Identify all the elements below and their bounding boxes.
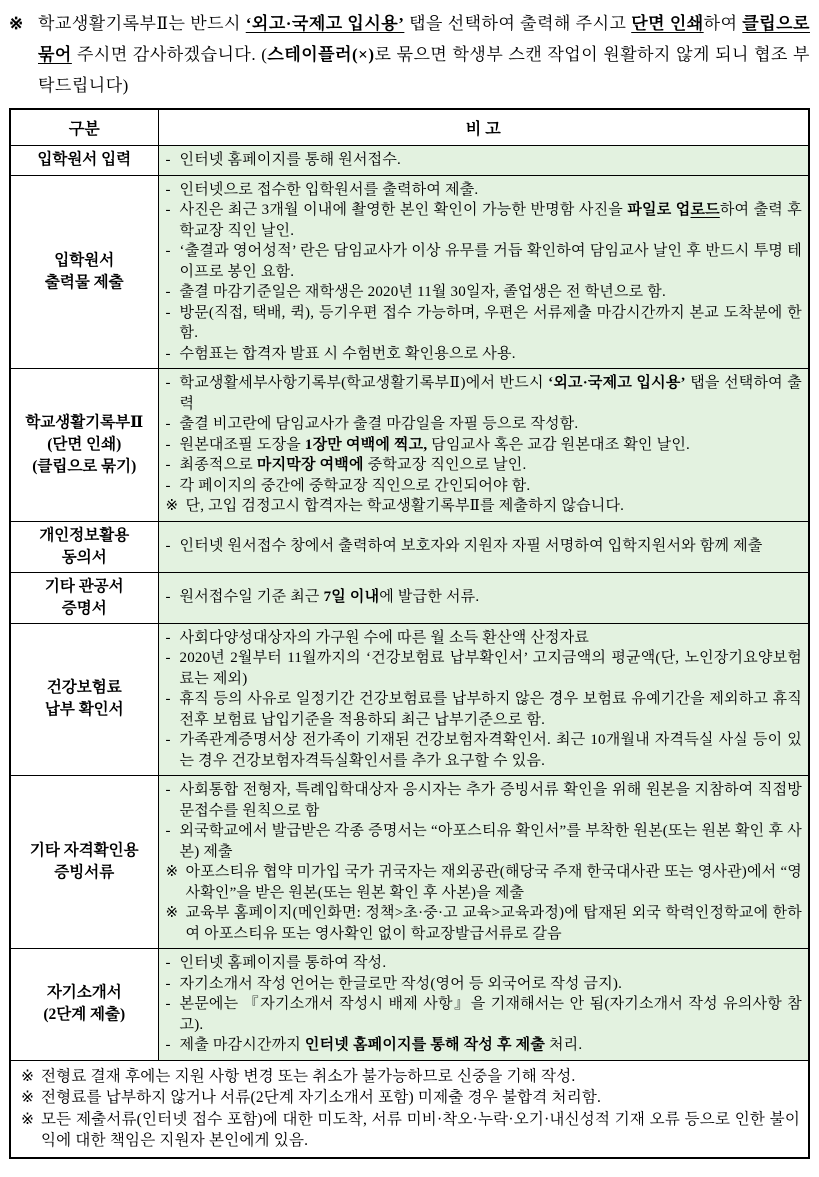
text-segment: 외국학교에서 발급받은 각종 증명서는 “아포스티유 확인서”를 부착한 원본(또는 원본 확인 후 사본) 제출 <box>179 823 802 860</box>
row-label-line: 증빙서류 <box>54 864 115 881</box>
row-label-line: 기타 자격확인용 <box>29 842 139 859</box>
header-note-text <box>38 14 810 95</box>
content-item <box>166 200 803 241</box>
text-segment: 하여 <box>703 14 743 33</box>
text-segment: 주시면 감사하겠습니다. ( <box>71 45 268 64</box>
text-segment: 최종적으로 <box>179 457 257 473</box>
item-marker: - <box>165 304 171 321</box>
item-marker: ※ <box>21 1110 35 1128</box>
text-segment: 인터넷 홈페이지를 통하여 작성. <box>179 955 387 971</box>
text-segment: 마지막장 여백에 <box>256 457 364 473</box>
text-segment: 에 발급한 서류. <box>379 589 480 606</box>
reference-mark: ※ <box>9 14 24 33</box>
content-item <box>166 628 803 649</box>
row-remarks-cell <box>158 572 809 623</box>
content-item <box>166 496 803 517</box>
table-header-row <box>10 109 809 146</box>
content-item <box>166 303 803 344</box>
item-marker: - <box>165 975 171 992</box>
content-item <box>166 536 803 557</box>
table-row <box>10 175 809 369</box>
col-header-remarks: 비 고 <box>158 109 809 146</box>
item-marker: - <box>165 823 171 839</box>
row-label-line: (단면 인쇄) <box>47 435 122 453</box>
content-item <box>166 180 803 201</box>
text-segment: 가족관계증명서상 전가족이 기재된 건강보험자격확인서. 최근 10개월내 자격득실 사실 등이 있는 경우 건강보험자격득실확인서를 추가 요구할 수 있음. <box>179 732 802 769</box>
text-segment: 원본대조필 도장을 <box>179 436 305 453</box>
content-item <box>166 953 803 974</box>
row-remarks-cell <box>158 369 809 522</box>
item-marker: - <box>165 345 171 362</box>
item-marker: ※ <box>165 864 179 880</box>
content-item <box>166 780 803 821</box>
table-header <box>10 109 809 146</box>
item-marker: - <box>165 436 171 453</box>
item-marker: ※ <box>21 1067 35 1085</box>
table-row <box>10 572 809 623</box>
item-marker: ※ <box>165 905 179 921</box>
text-segment: 전형료를 납부하지 않거나 서류(2단계 자기소개서 포함) 미제출 경우 불합격 처리함. <box>41 1089 602 1106</box>
col-header-category: 구분 <box>10 109 158 146</box>
item-marker: - <box>165 650 171 666</box>
item-marker: - <box>165 538 171 555</box>
row-label-line: 학교생활기록부Ⅱ <box>25 413 144 431</box>
text-segment: 2020년 2월부터 11월까지의 ‘건강보험료 납부확인서’ 고지금액의 평균액(단, 노인장기요양보험료는 제외) <box>179 650 802 687</box>
text-segment: 원서접수일 기준 최근 <box>179 589 324 606</box>
item-marker: - <box>165 732 171 748</box>
content-item <box>166 414 803 435</box>
row-label-cell <box>10 776 158 949</box>
text-segment: 파일로 업 <box>627 202 691 218</box>
footer-note-item <box>21 1109 800 1152</box>
text-segment: 로드 <box>690 202 720 218</box>
row-remarks-cell <box>158 175 809 369</box>
row-label-cell <box>10 572 158 623</box>
text-segment: 담임교사 혹은 교감 원본대조 확인 날인. <box>427 436 691 453</box>
row-label-cell <box>10 175 158 369</box>
text-segment: 클립으로 묶어 <box>38 14 810 64</box>
content-item <box>166 862 803 903</box>
row-label-line: 출력물 제출 <box>44 273 124 291</box>
text-segment: 교육부 홈페이지(메인화면: 정책>초·중·고 교육>교육과정)에 탑재된 외국 학력인정학교에 한하여 아포스티유 또는 영사확인 없이 학교장발급서류로 갈음 <box>185 905 802 942</box>
content-item <box>166 241 803 282</box>
item-marker: - <box>165 1037 171 1053</box>
item-marker: - <box>165 589 171 606</box>
text-segment: 탭을 선택하여 출력해 주시고 <box>404 14 632 33</box>
text-segment: 하여 출력 후 학교장 직인 날인. <box>179 202 802 239</box>
content-item <box>166 344 803 365</box>
content-item <box>166 689 803 730</box>
table-row <box>10 369 809 522</box>
row-label-cell <box>10 146 158 176</box>
text-segment: 수험표는 합격자 발표 시 수험번호 확인용으로 사용. <box>179 345 516 362</box>
item-marker: - <box>165 202 171 218</box>
content-item <box>166 903 803 944</box>
item-marker: - <box>165 691 171 707</box>
content-item <box>166 455 803 476</box>
row-label-line: 동의서 <box>61 548 107 566</box>
item-marker: - <box>165 629 171 646</box>
item-marker: - <box>165 375 171 391</box>
text-segment: 본문에는 『자기소개서 작성시 배제 사항』을 기재해서는 안 됨(자기소개서 작성 유의사항 참고). <box>179 996 802 1033</box>
item-marker: - <box>165 152 171 168</box>
content-item <box>166 1035 803 1056</box>
item-marker: - <box>165 284 171 300</box>
row-label-line: 기타 관공서 <box>44 577 124 595</box>
row-label-line: 증명서 <box>61 599 107 617</box>
row-label-line: 자기소개서 <box>46 984 122 1002</box>
content-item <box>166 821 803 862</box>
content-item <box>166 587 803 608</box>
text-segment: 휴직 등의 사유로 일정기간 건강보험료를 납부하지 않은 경우 보험료 유예기간을 제외하고 휴직 전후 보험료 납입기준을 적용하되 최근 납부기준으로 함. <box>179 691 802 728</box>
row-label-line: 입학원서 입력 <box>37 151 132 169</box>
table-row <box>10 949 809 1061</box>
row-label-cell <box>10 949 158 1061</box>
text-segment: 7일 이내 <box>323 589 380 606</box>
row-remarks-cell <box>158 776 809 949</box>
text-segment: 중학교장 직인으로 날인. <box>363 457 527 473</box>
table-row <box>10 521 809 572</box>
row-label-line: 입학원서 <box>54 251 115 269</box>
footer-notes-row <box>10 1060 809 1158</box>
text-segment: 사회통합 전형자, 특례입학대상자 응시자는 추가 증빙서류 확인을 위해 원본을 지참하여 직접방문접수를 원칙으로 함 <box>179 782 802 819</box>
row-label-line: (클립으로 묶기) <box>32 457 137 475</box>
content-item <box>166 282 803 303</box>
text-segment: 학교생활세부사항기록부(학교생활기록부Ⅱ)에서 반드시 <box>179 375 549 391</box>
table-row <box>10 623 809 776</box>
text-segment: 인터넷 홈페이지를 통해 원서접수. <box>179 152 401 168</box>
row-label-cell <box>10 369 158 522</box>
content-item <box>166 435 803 456</box>
text-segment: 아포스티유 협약 미가입 국가 귀국자는 재외공관(해당국 주재 한국대사관 또는 영사관)에서 “영사확인”을 받은 원본(또는 원본 확인 후 사본)을 제출 <box>185 864 802 901</box>
text-segment: 제출 마감시간까지 <box>179 1037 305 1053</box>
row-label-cell <box>10 521 158 572</box>
item-marker: ※ <box>165 498 179 514</box>
content-item <box>166 476 803 497</box>
text-segment: 모든 제출서류(인터넷 접수 포함)에 대한 미도착, 서류 미비·착오·누락·오기·내신성적 기재 오류 등으로 인한 불이익에 대한 책임은 지원자 본인에게 있음. <box>41 1110 800 1149</box>
item-marker: - <box>165 457 171 473</box>
content-item <box>166 648 803 689</box>
text-segment: ‘외고·국제고 입시용’ <box>245 14 405 33</box>
text-segment: 전형료 결재 후에는 지원 사항 변경 또는 취소가 불가능하므로 신중을 기해 작성. <box>41 1067 576 1085</box>
text-segment: 사회다양성대상자의 가구원 수에 따른 월 소득 환산액 산정자료 <box>179 629 590 646</box>
text-segment: 학교생활기록부Ⅱ는 반드시 <box>38 14 246 33</box>
text-segment: 사진은 최근 3개월 이내에 촬영한 본인 확인이 가능한 반명함 사진을 <box>179 202 628 218</box>
text-segment: 로 묶으면 학생부 스캔 작업이 원활하지 않게 되니 협조 부탁드립니다) <box>38 45 810 95</box>
header-note <box>9 8 810 101</box>
row-remarks-cell <box>158 623 809 776</box>
content-item <box>166 730 803 771</box>
item-marker: - <box>165 996 171 1012</box>
footer-note-item <box>21 1066 800 1088</box>
text-segment: ‘외고·국제고 입시용’ <box>548 375 686 391</box>
row-label-line: (2단계 제출) <box>43 1006 126 1024</box>
content-item <box>166 150 803 171</box>
text-segment: 출결 비고란에 담임교사가 출결 마감일을 자필 등으로 작성함. <box>179 416 579 432</box>
text-segment: 단면 인쇄 <box>631 14 704 33</box>
text-segment: 인터넷 홈페이지를 통해 작성 후 제출 <box>304 1037 546 1053</box>
text-segment: 인터넷 원서접수 창에서 출력하여 보호자와 지원자 자필 서명하여 입학지원서와 함께 제출 <box>179 538 763 555</box>
text-segment: 각 페이지의 중간에 중학교장 직인으로 간인되어야 함. <box>179 477 531 494</box>
row-remarks-cell <box>158 521 809 572</box>
row-label-line: 납부 확인서 <box>44 701 124 719</box>
footer-note-item <box>21 1087 800 1109</box>
table-body <box>10 146 809 1061</box>
content-item <box>166 994 803 1035</box>
item-marker: - <box>165 416 171 432</box>
text-segment: 방문(직접, 택배, 퀵), 등기우편 접수 가능하며, 우편은 서류제출 마감시간까지 본교 도착분에 한함. <box>179 304 802 341</box>
table-row <box>10 146 809 176</box>
item-marker: - <box>165 955 171 971</box>
table-row <box>10 776 809 949</box>
row-remarks-cell <box>158 949 809 1061</box>
text-segment: 인터넷으로 접수한 입학원서를 출력하여 제출. <box>179 181 479 198</box>
item-marker: - <box>165 181 171 198</box>
row-remarks-cell <box>158 146 809 176</box>
footer-notes-cell <box>10 1060 809 1158</box>
content-item <box>166 974 803 995</box>
content-item <box>166 373 803 414</box>
row-label-line: 개인정보활용 <box>39 526 130 544</box>
item-marker: - <box>165 477 171 494</box>
text-segment: ‘출결과 영어성적’ 란은 담임교사가 이상 유무를 거듭 확인하여 담임교사 날인 후 반드시 투명 테이프로 봉인 요함. <box>179 243 802 280</box>
row-label-cell <box>10 623 158 776</box>
text-segment: 스테이플러(×) <box>267 45 375 64</box>
table-footer <box>10 1060 809 1158</box>
text-segment: 단, 고입 검정고시 합격자는 학교생활기록부Ⅱ를 제출하지 않습니다. <box>185 498 625 514</box>
submission-instructions-table <box>9 108 810 1159</box>
text-segment: 출결 마감기준일은 재학생은 2020년 11월 30일자, 졸업생은 전 학년으로 함. <box>179 284 666 300</box>
item-marker: - <box>165 243 171 259</box>
item-marker: ※ <box>21 1089 35 1106</box>
text-segment: 1장만 여백에 찍고, <box>304 436 428 453</box>
row-label-line: 건강보험료 <box>46 679 122 697</box>
text-segment: 처리. <box>545 1037 583 1053</box>
text-segment: 자기소개서 작성 언어는 한글로만 작성(영어 등 외국어로 작성 금지). <box>179 975 623 992</box>
text-segment: 탭을 선택하여 출력 <box>179 375 802 412</box>
item-marker: - <box>165 782 171 798</box>
